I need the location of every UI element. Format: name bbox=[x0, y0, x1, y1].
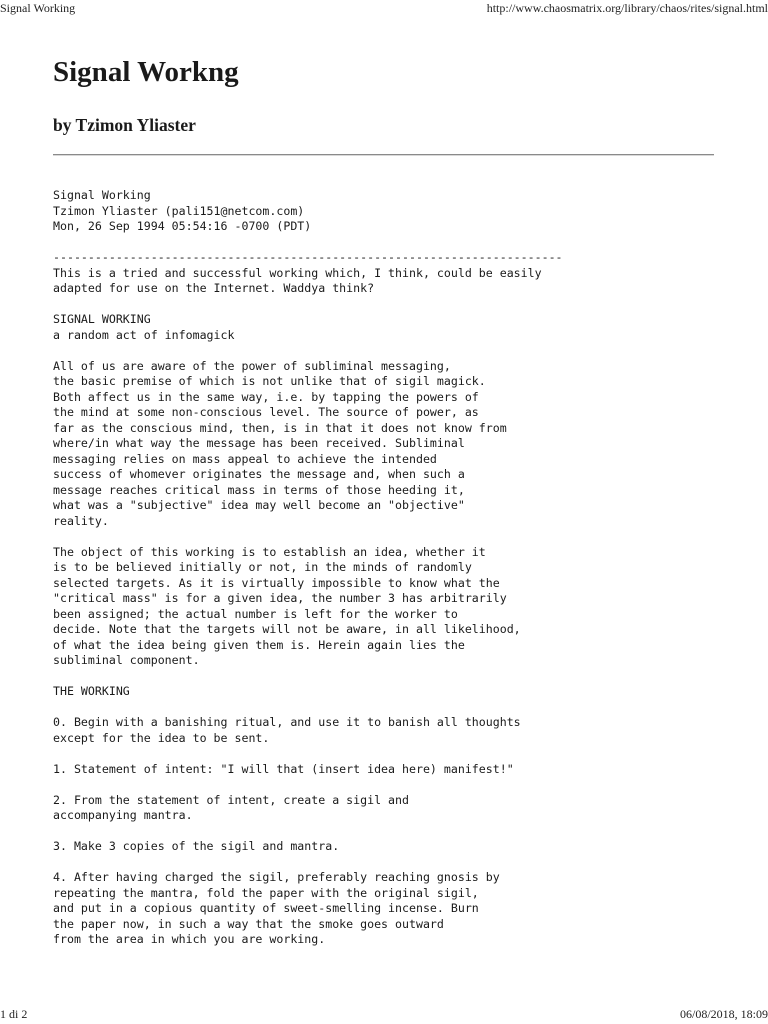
horizontal-rule bbox=[53, 154, 714, 156]
document-body: Signal Working Tzimon Yliaster (pali151@netcom.com) Mon, 26 Sep 1994 05:54:16 -0700 (PDT) ------------------------------------------------------------------------- This is a tried and successful working which, I think, could be easily adapted for use on the Internet. Waddya think? SIGNAL WORKING a random act of infomagick All of us are aware of the power of subliminal messaging, the basic premise of which is not unlike that of sigil magick. Both affect us in the same way, i.e. by tapping the powers of the mind at some non-conscious level. The source of power, as far as the conscious mind, then, is in that it does not know from where/in what way the message has been received. Subliminal messaging relies on mass appeal to achieve the intended success of whomever originates the message and, when such a message reaches critical mass in terms of those heeding it, what was a "subjective" idea may well become an "objective" reality. The object of this working is to establish an idea, whether it is to be believed initially or not, in the minds of randomly selected targets. As it is virtually impossible to know what the "critical mass" is for a given idea, the number 3 has arbitrarily been assigned; the actual number is left for the worker to decide. Note that the targets will not be aware, in all likelihood, of what the idea being given them is. Herein again lies the subliminal component. THE WORKING 0. Begin with a banishing ritual, and use it to banish all thoughts except for the idea to be sent. 1. Statement of intent: "I will that (insert idea here) manifest!" 2. From the statement of intent, create a sigil and accompanying mantra. 3. Make 3 copies of the sigil and mantra. 4. After having charged the sigil, preferably reaching gnosis by repeating the mantra, fold the paper with the original sigil, and put in a copious quantity of sweet-smelling incense. Burn the paper now, in such a way that the smoke goes outward from the area in which you are working. bbox=[53, 188, 563, 946]
print-header-title: Signal Working bbox=[0, 1, 76, 15]
print-header-url: http://www.chaosmatrix.org/library/chaos/rites/signal.html bbox=[486, 1, 768, 15]
author-byline: by Tzimon Yliaster bbox=[53, 115, 196, 135]
print-footer-datetime: 06/08/2018, 18:09 bbox=[679, 1007, 768, 1021]
page-title: Signal Workng bbox=[53, 56, 239, 88]
print-footer-page-number: 1 di 2 bbox=[0, 1007, 28, 1021]
